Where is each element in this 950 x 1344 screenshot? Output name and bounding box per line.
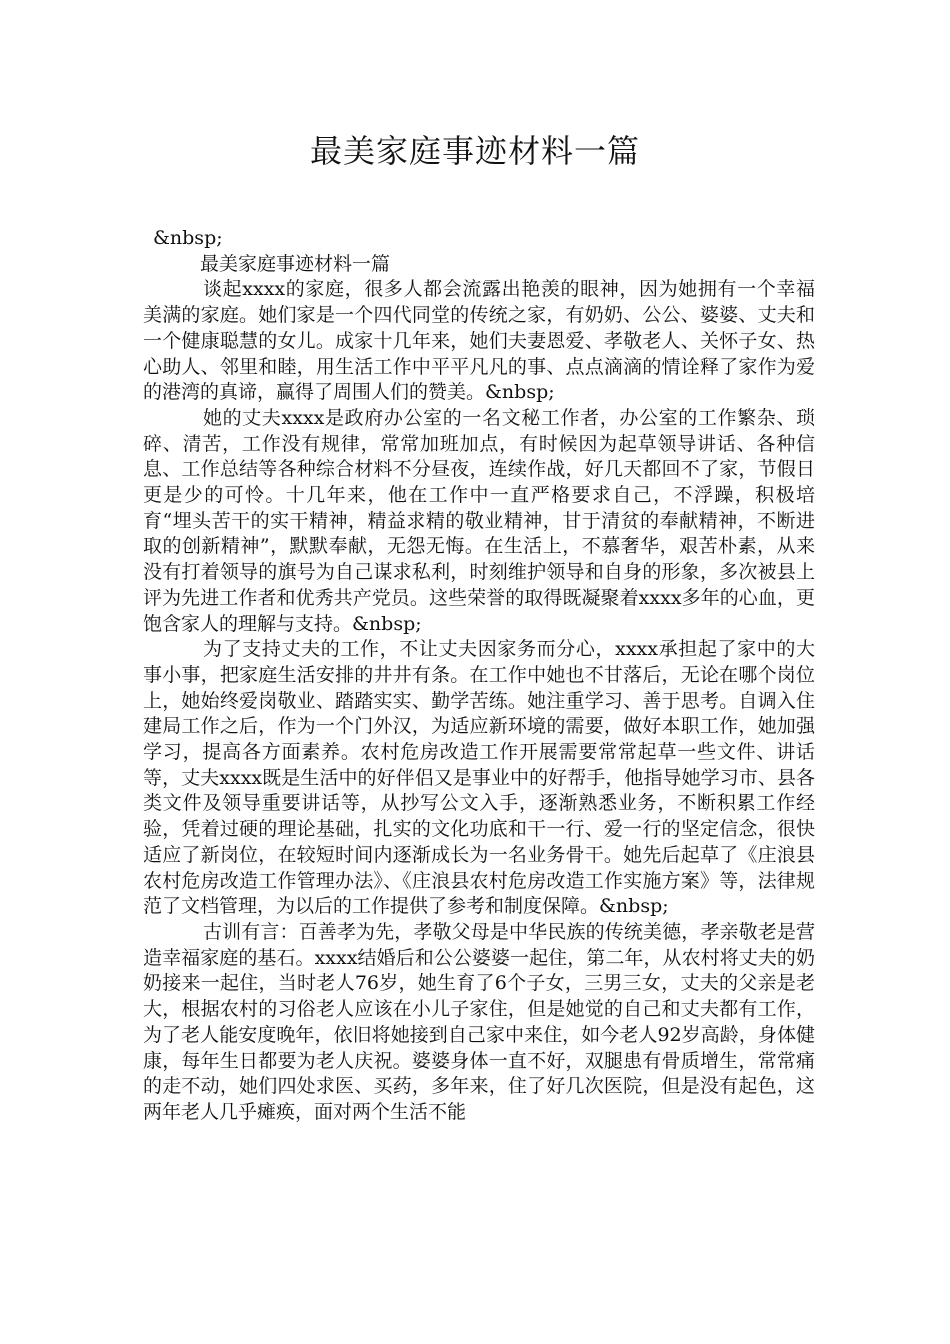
paragraph-4: 古训有言：百善孝为先，孝敬父母是中华民族的传统美德，孝亲敬老是营造幸福家庭的基石。xxxx结婚后和公公婆婆一起住，第二年，从农村将丈夫的奶奶接来一起住，当时老人76岁，她生育了6个子女，三男三女，丈夫的父亲是老大，根据农村的习俗老人应该在小儿子家住，但是她觉的自己和丈夫都有工作，为了老人能安度晚年，依旧将她接到自己家中来住，如今老人92岁高龄，身体健康，每年生日都要为老人庆祝。婆婆身体一直不好，双腿患有骨质增生，常常痛的走不动，她们四处求医、买药，多年来，住了好几次医院，但是没有起色，这两年老人几乎瘫痪，面对两个生活不能 — [143, 920, 815, 1123]
paragraph-3: 为了支持丈夫的工作，不让丈夫因家务而分心，xxxx承担起了家中的大事小事，把家庭生活安排的井井有条。在工作中她也不甘落后，无论在哪个岗位上，她始终爱岗敬业、踏踏实实、勤学苦练。她注重学习、善于思考。自调入住建局工作之后，作为一个门外汉，为适应新环境的需要，做好本职工作，她加强学习，提高各方面素养。农村危房改造工作开展需要常常起草一些文件、讲话等，丈夫xxxx既是生活中的好伴侣又是事业中的好帮手，他指导她学习市、县各类文件及领导重要讲话等，从抄写公文入手，逐渐熟悉业务，不断积累工作经验，凭着过硬的理论基础，扎实的文化功底和干一行、爱一行的坚定信念，很快适应了新岗位，在较短时间内逐渐成长为一名业务骨干。她先后起草了《庄浪县农村危房改造工作管理办法》、《庄浪县农村危房改造工作实施方案》等，法律规范了文档管理，为以后的工作提供了参考和制度保障。&nbsp; — [143, 638, 815, 918]
document-body — [143, 226, 815, 1126]
paragraph-1: 谈起xxxx的家庭，很多人都会流露出艳羡的眼神，因为她拥有一个幸福美满的家庭。她们家是一个四代同堂的传统之家，有奶奶、公公、婆婆、丈夫和一个健康聪慧的女儿。成家十几年来，她们夫妻恩爱、孝敬老人、关怀子女、热心助人、邻里和睦，用生活工作中平平凡凡的事、点点滴滴的情诠释了家作为爱的港湾的真谛，赢得了周围人们的赞美。&nbsp; — [143, 278, 815, 404]
nbsp-line: &nbsp; — [153, 227, 223, 249]
document-subtitle: 最美家庭事迹材料一篇 — [200, 252, 391, 275]
paragraph-2: 她的丈夫xxxx是政府办公室的一名文秘工作者，办公室的工作繁杂、琐碎、清苦，工作没有规律，常常加班加点，有时候因为起草领导讲话、各种信息、工作总结等各种综合材料不分昼夜，连续作战，好几天都回不了家，节假日更是少的可怜。十几年来，他在工作中一直严格要求自己，不浮躁，积极培育“埋头苦干的实干精神，精益求精的敬业精神，甘于清贫的奉献精神，不断进取的创新精神”，默默奉献，无怨无悔。在生活上，不慕奢华，艰苦朴素，从来没有打着领导的旗号为自己谋求私利，时刻维护领导和自身的形象，多次被县上评为先进工作者和优秀共产党员。这些荣誉的取得既凝聚着xxxx多年的心血，更饱含家人的理解与支持。&nbsp; — [143, 406, 815, 635]
document-title: 最美家庭事迹材料一篇 — [309, 132, 640, 170]
